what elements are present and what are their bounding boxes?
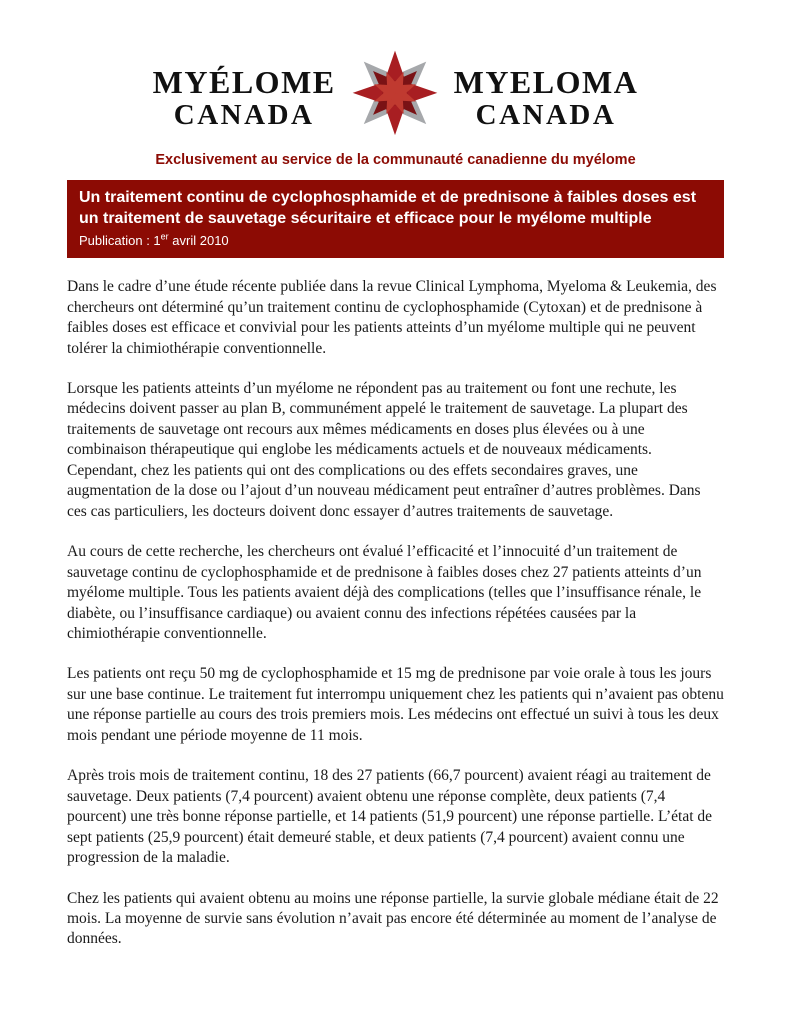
poinsettia-flower-icon bbox=[348, 44, 442, 138]
logo-canada-fr-label: CANADA bbox=[173, 98, 315, 131]
logo-text-english bbox=[454, 50, 639, 131]
paragraph: Après trois mois de traitement continu, 18 des 27 patients (66,7 pourcent) avaient réagi au traitement de sauvetage. Deux patients (7,4 pourcent) avaient obtenu une réponse complète, deux patients (7,4 pourcent) une très bonne réponse partielle, et 14 patients (51,9 pourcent) une réponse partielle. L’état de sept patients (25,9 pourcent) était demeuré stable, et deux patients (7,4 pourcent) avaient connu une progression de la maladie. bbox=[67, 767, 713, 867]
logo-myeloma-label: MYELOMA bbox=[453, 64, 639, 101]
logo-canada-en-label: CANADA bbox=[475, 98, 617, 131]
myeloma-canada-logo bbox=[67, 44, 724, 138]
logo-text-french bbox=[153, 50, 336, 131]
logo-myelome-label: MYÉLOME bbox=[152, 64, 336, 101]
paragraph: Les patients ont reçu 50 mg de cyclophosphamide et 15 mg de prednisone par voie orale à tous les jours sur une base continue. Le traitement fut interrompu uniquement chez les patients qui n’avaient pas obtenu une réponse partielle au cours des trois premiers mois. Les médecins ont effectué un suivi à tous les deux mois pendant une période moyenne de 11 mois. bbox=[67, 665, 724, 744]
article-body bbox=[67, 277, 724, 950]
publication-date bbox=[79, 233, 712, 249]
article-title: Un traitement continu de cyclophosphamide et de prednisone à faibles doses est un traitement de sauvetage sécuritaire et efficace pour le myélome multiple bbox=[79, 189, 697, 227]
publication-suffix: avril 2010 bbox=[168, 232, 229, 248]
title-banner bbox=[67, 180, 724, 258]
paragraph: Lorsque les patients atteints d’un myélome ne répondent pas au traitement ou font une rechute, les médecins doivent passer au plan B, communément appelé le traitement de sauvetage. La plupart des traitements de sauvetage ont recours aux mêmes médicaments en doses plus élevées ou à une combinaison thérapeutique qui englobe les médicaments actuels et de nouveaux médicaments. Cependant, chez les patients qui ont des complications ou des effets secondaires graves, une augmentation de la dose ou l’ajout d’un nouveau médicament peut entraîner d’autres problèmes. Dans ces cas particuliers, les docteurs doivent donc essayer d’autres traitements de sauvetage. bbox=[67, 380, 701, 520]
paragraph: Dans le cadre d’une étude récente publiée dans la revue Clinical Lymphoma, Myeloma & Leukemia, des chercheurs ont déterminé qu’un traitement continu de cyclophosphamide (Cytoxan) et de prednisone à faibles doses est efficace et convivial pour les patients atteints d’un myélome multiple qui ne peuvent tolérer la chimiothérapie conventionnelle. bbox=[67, 278, 717, 357]
paragraph: Chez les patients qui avaient obtenu au moins une réponse partielle, la survie globale médiane était de 22 mois. La moyenne de survie sans évolution n’avait pas encore été déterminée au moment de l’analyse de données. bbox=[67, 889, 719, 948]
publication-ordinal: er bbox=[160, 231, 169, 242]
tagline: Exclusivement au service de la communauté canadienne du myélome bbox=[155, 152, 636, 168]
paragraph: Au cours de cette recherche, les chercheurs ont évalué l’efficacité et l’innocuité d’un traitement de sauvetage continu de cyclophosphamide et de prednisone à faibles doses chez 27 patients atteints d’un myélome multiple. Tous les patients avaient déjà des complications (telles que l’insuffisance rénale, le diabète, ou l’insuffisance cardiaque) ou avaient connu des infections répétées causées par la chimiothérapie conventionnelle. bbox=[67, 543, 702, 642]
publication-prefix: Publication : 1 bbox=[79, 232, 161, 248]
